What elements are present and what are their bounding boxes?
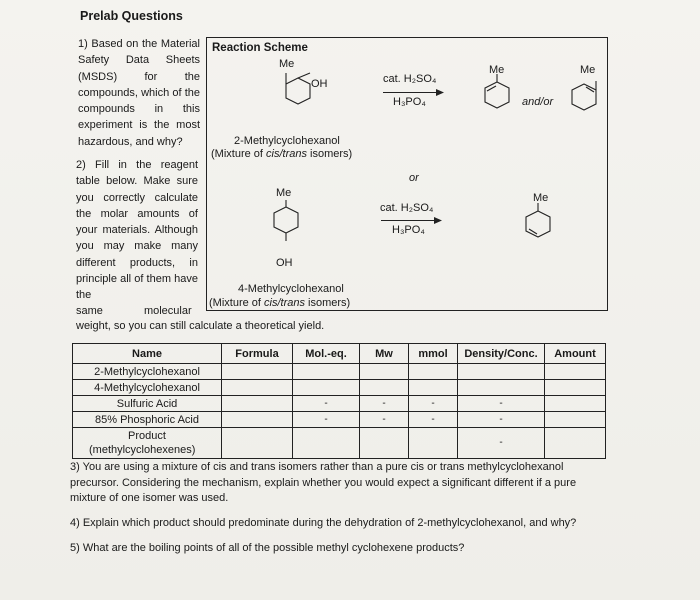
density-cell[interactable]: - — [458, 412, 545, 428]
amount-cell[interactable] — [545, 380, 606, 396]
arrowhead-2 — [434, 217, 442, 224]
header-name: Name — [73, 344, 222, 364]
row-name: Product (methylcyclohexenes) — [73, 428, 222, 459]
3-methylcyclohexene-structure — [568, 78, 608, 124]
question-2-same: same molecular — [76, 305, 192, 317]
table-row — [73, 364, 606, 380]
mol-eq-cell[interactable]: - — [293, 412, 360, 428]
amount-cell[interactable] — [545, 364, 606, 380]
table-row — [73, 412, 606, 428]
table-header-row — [73, 344, 606, 364]
question-2-end: weight, so you can still calculate a theoretical yield. — [76, 320, 325, 332]
formula-cell[interactable] — [222, 380, 293, 396]
row-name: 2-Methylcyclohexanol — [73, 364, 222, 380]
formula-cell[interactable] — [222, 412, 293, 428]
mw-cell[interactable] — [360, 364, 409, 380]
formula-cell[interactable] — [222, 364, 293, 380]
density-cell[interactable] — [458, 380, 545, 396]
row-name: 4-Methylcyclohexanol — [73, 380, 222, 396]
header-amount: Amount — [545, 344, 606, 364]
header-mmol: mmol — [409, 344, 458, 364]
me-label-1: Me — [279, 58, 295, 70]
question-5: 5) What are the boiling points of all of the possible methyl cyclohexene products? — [70, 542, 465, 554]
mol-eq-cell[interactable]: - — [293, 396, 360, 412]
reaction-arrow-2 — [381, 220, 437, 221]
scheme-title: Reaction Scheme — [212, 42, 308, 54]
1-methylcyclohexene-structure — [480, 76, 520, 122]
table-row — [73, 380, 606, 396]
table-row — [73, 396, 606, 412]
mw-cell[interactable]: - — [360, 412, 409, 428]
mmol-cell[interactable] — [409, 364, 458, 380]
row-name: 85% Phosphoric Acid — [73, 412, 222, 428]
mol-eq-cell[interactable] — [293, 380, 360, 396]
me-label-2: Me — [276, 187, 292, 199]
header-formula: Formula — [222, 344, 293, 364]
arrowhead-1 — [436, 89, 444, 96]
question-2: 2) Fill in the reagent table below. Make sure you correctly calculate the molar amounts of your materials. Although you may make many different products, in principle all of them have the — [76, 159, 198, 302]
mmol-cell[interactable]: - — [409, 412, 458, 428]
formula-cell[interactable] — [222, 396, 293, 412]
oh-label-2: OH — [276, 257, 293, 269]
reagent-top-2: cat. H₂SO₄ — [380, 202, 434, 214]
me-label-p2: Me — [580, 64, 596, 76]
table-row — [73, 428, 606, 459]
page-title: Prelab Questions — [80, 9, 183, 23]
me-label-p3: Me — [533, 192, 549, 204]
or-label: or — [409, 172, 419, 184]
question-1: 1) Based on the Material Safety Data Sheets (MSDS) for the compounds, which of the compounds in this experiment is the most hazardous, and why? — [78, 38, 200, 148]
me-label-p1: Me — [489, 64, 505, 76]
mmol-cell[interactable] — [409, 380, 458, 396]
reagent-bottom-1: H₃PO₄ — [393, 96, 426, 108]
header-density: Density/Conc. — [458, 344, 545, 364]
reagent-top-1: cat. H₂SO₄ — [383, 73, 437, 85]
amount-cell[interactable] — [545, 412, 606, 428]
header-mw: Mw — [360, 344, 409, 364]
amount-cell[interactable] — [545, 428, 606, 459]
oh-label-1: OH — [311, 78, 328, 90]
amount-cell[interactable] — [545, 396, 606, 412]
density-cell[interactable]: - — [458, 396, 545, 412]
reagent-bottom-2: H₃PO₄ — [392, 224, 425, 236]
mmol-cell[interactable]: - — [409, 396, 458, 412]
formula-cell[interactable] — [222, 428, 293, 459]
4-methylcyclohexanol-structure — [270, 200, 310, 256]
4-methylcyclohexene-structure — [522, 205, 562, 251]
mw-cell[interactable] — [360, 380, 409, 396]
sm2-subtitle: (Mixture of cis/trans isomers) — [209, 297, 351, 309]
mmol-cell[interactable] — [409, 428, 458, 459]
question-3: 3) You are using a mixture of cis and trans isomers rather than a pure cis or trans methylcyclohexanol precursor. Considering the mechanism, explain whether you would expect a significant different if a pure mixture of one isomer was used. — [70, 461, 577, 504]
mw-cell[interactable]: - — [360, 396, 409, 412]
density-cell[interactable] — [458, 364, 545, 380]
reaction-arrow-1 — [383, 92, 439, 93]
mw-cell[interactable] — [360, 428, 409, 459]
and-or-label: and/or — [522, 96, 554, 108]
sm1-subtitle: (Mixture of cis/trans isomers) — [211, 148, 353, 160]
sm2-name: 4-Methylcyclohexanol — [238, 283, 344, 295]
mol-eq-cell[interactable] — [293, 428, 360, 459]
mol-eq-cell[interactable] — [293, 364, 360, 380]
header-mol-eq: Mol.-eq. — [293, 344, 360, 364]
reagent-table — [72, 343, 606, 459]
question-4: 4) Explain which product should predominate during the dehydration of 2-methylcyclohexanol, and why? — [70, 517, 577, 529]
sm1-name: 2-Methylcyclohexanol — [234, 135, 340, 147]
row-name: Sulfuric Acid — [73, 396, 222, 412]
density-cell[interactable]: - — [458, 428, 545, 459]
